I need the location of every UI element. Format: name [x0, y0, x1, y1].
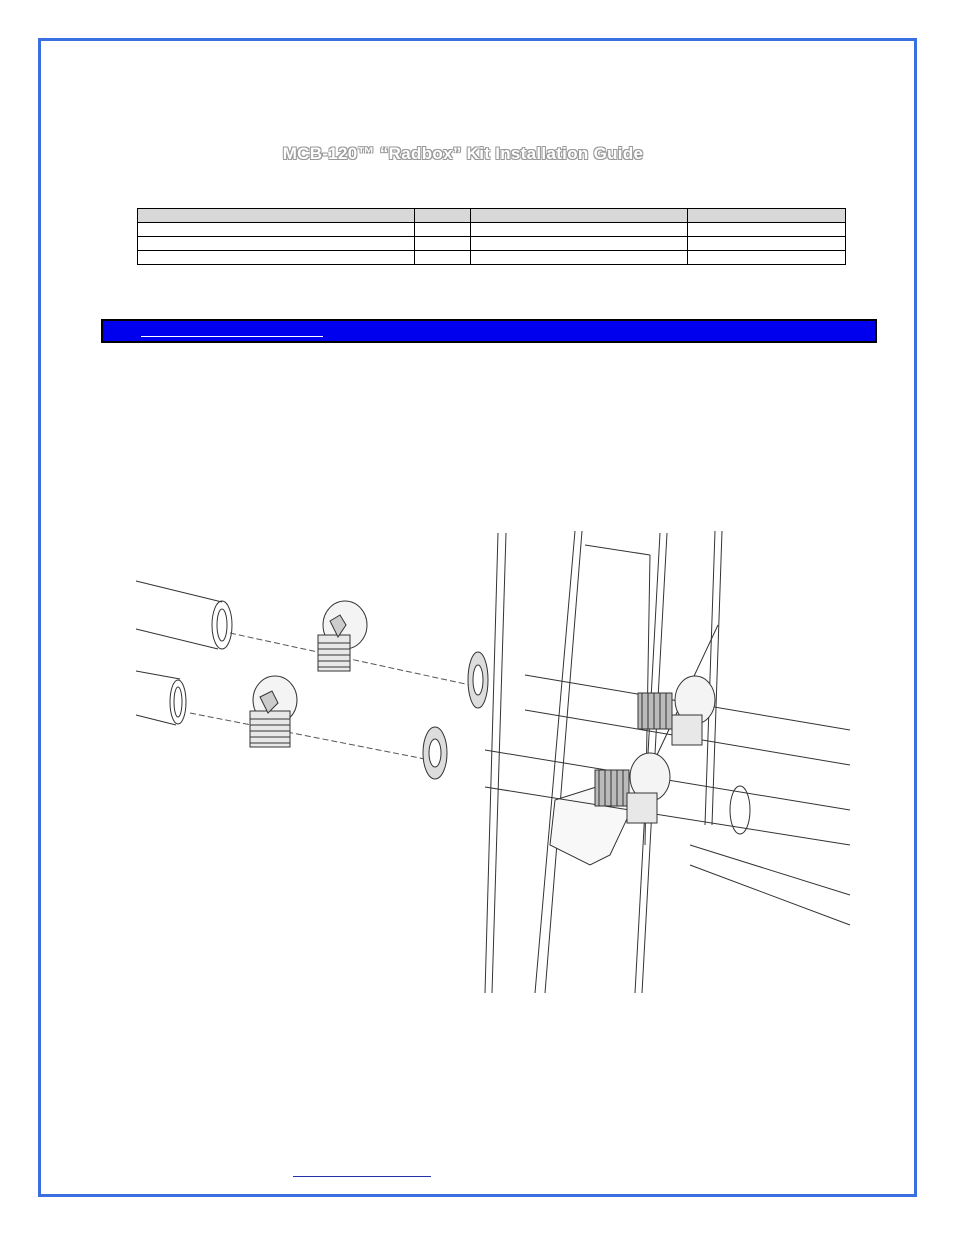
table-cell: [415, 209, 471, 223]
tube-left-lower: [136, 671, 186, 725]
table-cell: [688, 223, 846, 237]
tube-left-upper: [136, 581, 232, 649]
revision-table: [137, 208, 846, 265]
table-cell: [471, 223, 688, 237]
table-cell: [138, 223, 415, 237]
table-row: [138, 251, 846, 265]
section-heading-bar: [101, 319, 877, 343]
section-heading-link[interactable]: [141, 336, 323, 337]
fitting-upper: [318, 601, 367, 671]
footer-link[interactable]: [293, 1176, 431, 1177]
table-cell: [415, 251, 471, 265]
table-cell: [688, 209, 846, 223]
table-cell: [138, 209, 415, 223]
tube-right-upper: [525, 675, 850, 765]
table-cell: [471, 251, 688, 265]
table-row: [138, 223, 846, 237]
table-header-row: [138, 209, 846, 223]
page-title: MCB-120™ “Radbox” Kit Installation Guide: [282, 144, 644, 163]
nut-lower: [423, 727, 447, 779]
table-cell: [415, 223, 471, 237]
table-cell: [688, 251, 846, 265]
table-cell: [688, 237, 846, 251]
table-cell: [415, 237, 471, 251]
nut-upper: [468, 652, 488, 708]
table-row: [138, 237, 846, 251]
table-cell: [138, 237, 415, 251]
table-cell: [138, 251, 415, 265]
fitting-lower: [250, 676, 297, 747]
exploded-assembly-figure: [130, 525, 852, 1000]
table-cell: [471, 237, 688, 251]
tube-right-lower: [485, 750, 850, 845]
table-cell: [471, 209, 688, 223]
